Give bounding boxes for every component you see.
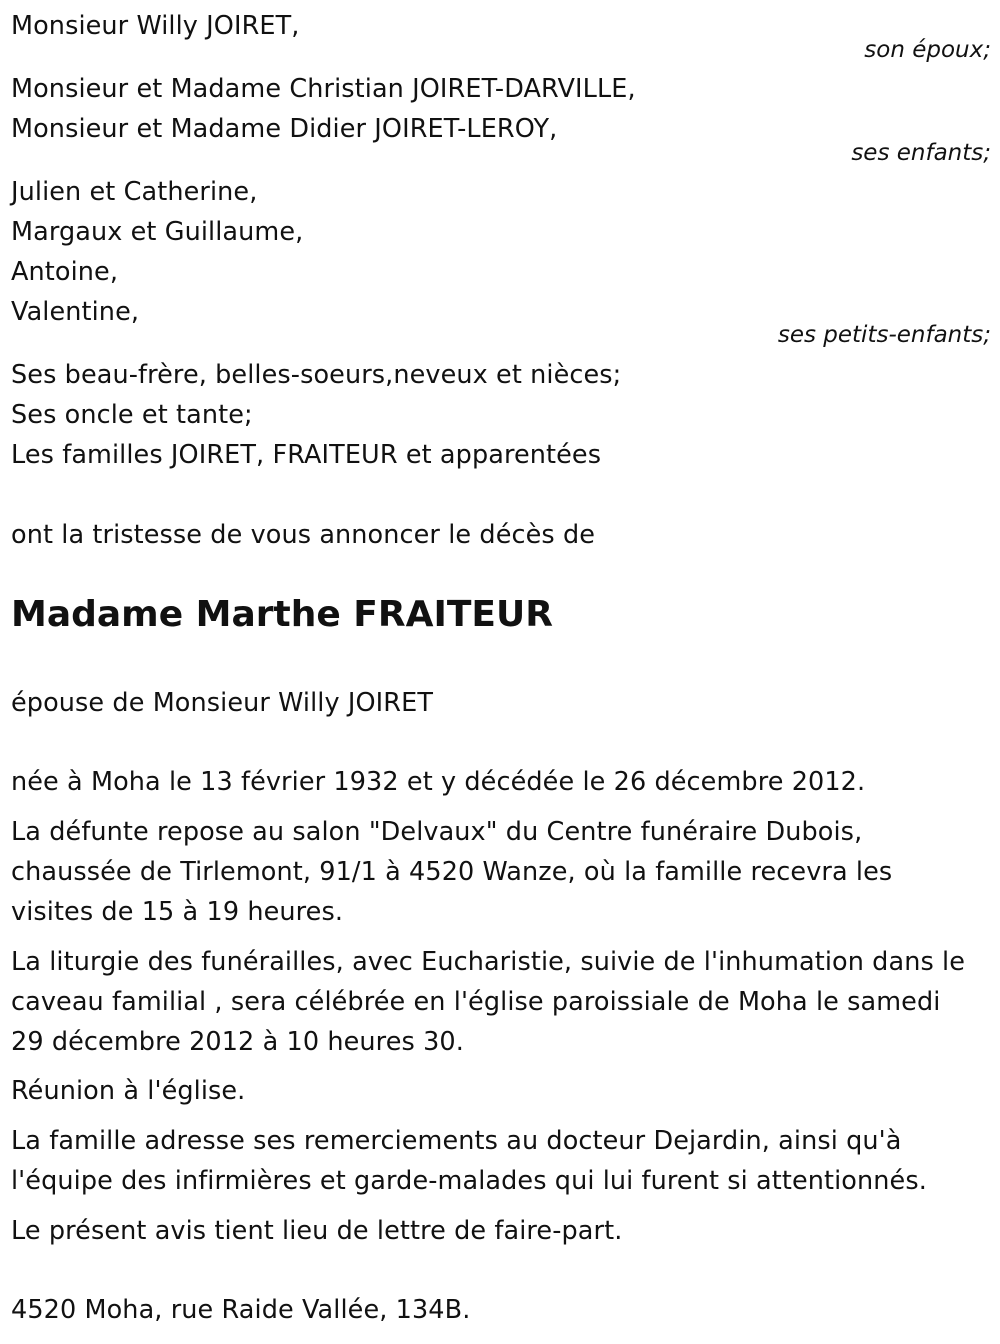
deceased-relation: épouse de Monsieur Willy JOIRET: [11, 688, 433, 718]
thanks-line: La famille adresse ses remerciements au docteur Dejardin, ainsi qu'à: [11, 1126, 902, 1156]
repose-line: La défunte repose au salon "Delvaux" du Centre funéraire Dubois,: [11, 817, 863, 847]
grandchild-line: Antoine,: [11, 257, 119, 287]
announcement-line: ont la tristesse de vous annoncer le décès de: [11, 520, 596, 550]
spouse-role: son époux;: [864, 37, 991, 63]
grandchildren-role: ses petits-enfants;: [777, 322, 991, 348]
notice-line: Le présent avis tient lieu de lettre de faire-part.: [11, 1216, 623, 1246]
repose-line: chaussée de Tirlemont, 91/1 à 4520 Wanze, où la famille recevra les: [11, 857, 893, 887]
spouse-line: Monsieur Willy JOIRET,: [11, 11, 300, 41]
repose-line: visites de 15 à 19 heures.: [11, 897, 344, 927]
child-line: Monsieur et Madame Christian JOIRET-DARVILLE,: [11, 74, 636, 104]
child-line: Monsieur et Madame Didier JOIRET-LEROY,: [11, 114, 558, 144]
liturgy-line: caveau familial , sera célébrée en l'église paroissiale de Moha le samedi: [11, 987, 941, 1017]
birth-death-line: née à Moha le 13 février 1932 et y décédée le 26 décembre 2012.: [11, 767, 866, 797]
liturgy-line: La liturgie des funérailles, avec Eucharistie, suivie de l'inhumation dans le: [11, 947, 966, 977]
children-role: ses enfants;: [851, 140, 991, 166]
liturgy-line: 29 décembre 2012 à 10 heures 30.: [11, 1027, 464, 1057]
obituary-notice: [11, 0, 991, 1344]
relatives-line: Ses beau-frère, belles-soeurs,neveux et nièces;: [11, 360, 622, 390]
relatives-line: Les familles JOIRET, FRAITEUR et apparentées: [11, 440, 602, 470]
relatives-line: Ses oncle et tante;: [11, 400, 253, 430]
reunion-line: Réunion à l'église.: [11, 1076, 246, 1106]
address-line: 4520 Moha, rue Raide Vallée, 134B.: [11, 1295, 471, 1325]
grandchild-line: Margaux et Guillaume,: [11, 217, 304, 247]
grandchild-line: Valentine,: [11, 297, 140, 327]
deceased-name: Madame Marthe FRAITEUR: [11, 594, 553, 635]
grandchild-line: Julien et Catherine,: [11, 177, 258, 207]
thanks-line: l'équipe des infirmières et garde-malades qui lui furent si attentionnés.: [11, 1166, 927, 1196]
